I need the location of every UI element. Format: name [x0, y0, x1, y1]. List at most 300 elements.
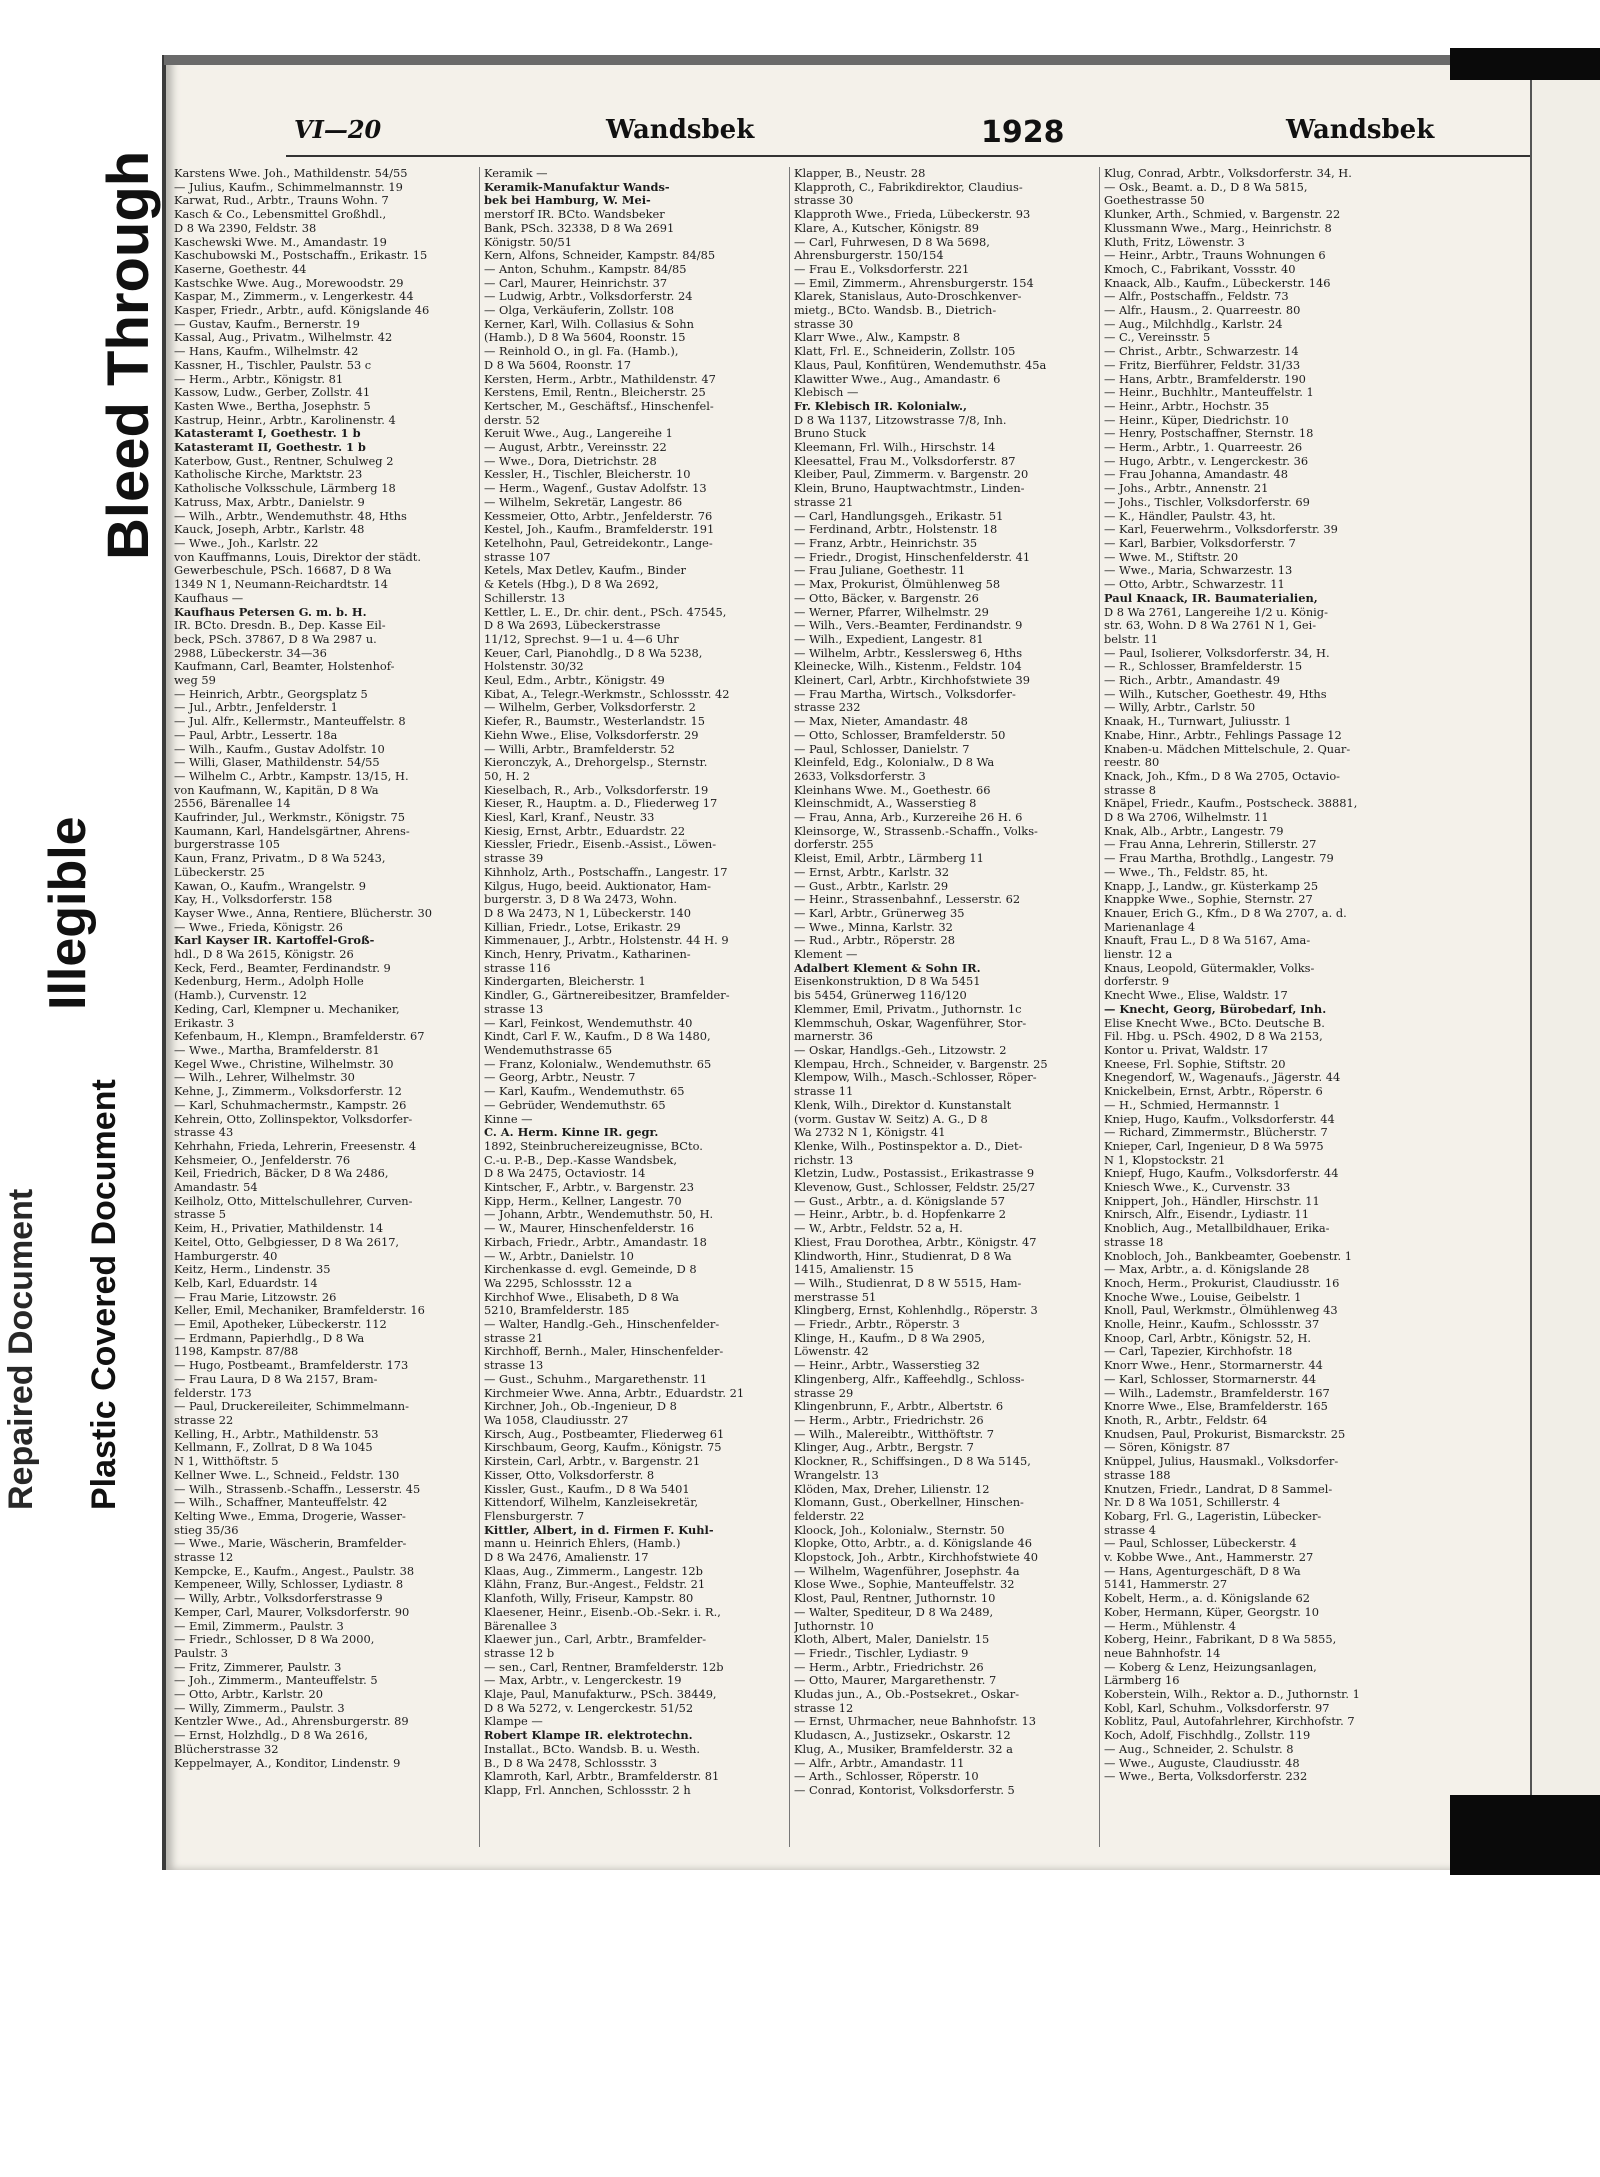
directory-entry-line: Knoop, Carl, Arbtr., Königstr. 52, H. [1104, 1331, 1312, 1345]
directory-entry-line: Knaus, Leopold, Gütermakler, Volks- [1104, 961, 1315, 975]
directory-entry-line: Klarr Wwe., Alw., Kampstr. 8 [794, 331, 961, 345]
directory-entry-line: Kellner Wwe. L., Schneid., Feldstr. 130 [174, 1468, 400, 1482]
directory-entry-line: Löwenstr. 42 [794, 1345, 869, 1359]
page-number: VI—20 [294, 115, 382, 144]
directory-entry-line: Keitz, Herm., Lindenstr. 35 [174, 1263, 331, 1277]
directory-entry-line: Kinch, Henry, Privatm., Katharinen- [484, 948, 691, 962]
directory-entry-line: Klamroth, Karl, Arbtr., Bramfelderstr. 81 [484, 1770, 720, 1784]
page-header [276, 115, 1536, 151]
directory-entry-line: Kliest, Frau Dorothea, Arbtr., Königstr. 47 [794, 1235, 1037, 1249]
directory-entry-line: — W., Arbtr., Feldstr. 52 a, H. [794, 1222, 963, 1236]
directory-entry-line: Kelb, Karl, Eduardstr. 14 [174, 1276, 318, 1290]
directory-entry-line: Kludascn, A., Justizsekr., Oskarstr. 12 [794, 1729, 1011, 1743]
directory-entry-line: Koch, Adolf, Fischhdlg., Zollstr. 119 [1104, 1729, 1311, 1743]
directory-entry-line: — Otto, Maurer, Margarethenstr. 7 [794, 1674, 997, 1688]
directory-entry-line: 50, H. 2 [484, 769, 531, 783]
directory-entry-line: Knaak, H., Turnwart, Juliusstr. 1 [1104, 715, 1292, 729]
directory-entry-line: — Julius, Kaufm., Schimmelmannstr. 19 [174, 180, 403, 194]
directory-entry-line: Keramik — [484, 167, 548, 180]
directory-entry-line: Kaschewski Wwe. M., Amandastr. 19 [174, 235, 387, 249]
directory-entry-line: — Carl, Tapezier, Kirchhofstr. 18 [1104, 1345, 1293, 1359]
directory-entry-line: burgerstr. 3, D 8 Wa 2473, Wohn. [484, 893, 677, 907]
directory-entry-line: Klinge, H., Kaufm., D 8 Wa 2905, [794, 1331, 986, 1345]
directory-entry-line: N 1, Klopstockstr. 21 [1104, 1153, 1226, 1167]
directory-entry-line: N 1, Witthöftstr. 5 [174, 1455, 279, 1469]
directory-entry-line: — Wilh., Kutscher, Goethestr. 49, Hths [1104, 687, 1327, 701]
directory-entry-line: Kasper, Friedr., Arbtr., aufd. Königslande 46 [174, 304, 430, 318]
directory-entry-line: — Emil, Zimmerm., Paulstr. 3 [174, 1619, 344, 1633]
directory-entry-line: Keul, Edm., Arbtr., Königstr. 49 [484, 674, 665, 688]
directory-entry-line: Kisser, Otto, Volksdorferstr. 8 [484, 1468, 655, 1482]
repaired-document-stamp: Repaired Document [2, 1188, 40, 1510]
directory-entry-line: strasse 188 [1104, 1468, 1171, 1482]
directory-entry-line: — Emil, Apotheker, Lübeckerstr. 112 [174, 1318, 387, 1332]
directory-entry-line: Kloock, Joh., Kolonialw., Sternstr. 50 [794, 1523, 1005, 1537]
directory-entry-line: Klug, Conrad, Arbtr., Volksdorferstr. 34, H. [1104, 167, 1352, 180]
directory-entry-line: Keller, Emil, Mechaniker, Bramfelderstr. 16 [174, 1304, 425, 1318]
directory-entry-line: Paul Knaack, IR. Baumaterialien, [1104, 591, 1318, 605]
directory-entry-line: Klopstock, Joh., Arbtr., Kirchhofstwiete 40 [794, 1551, 1039, 1565]
directory-entry-line: Bruno Stuck [794, 427, 866, 441]
directory-entry-line: — Frau Johanna, Amandastr. 48 [1104, 468, 1288, 482]
directory-entry-line: Klevenow, Gust., Schlosser, Feldstr. 25/27 [794, 1181, 1036, 1195]
directory-entry-line: — Arth., Schlosser, Röperstr. 10 [794, 1770, 979, 1784]
directory-entry-line: Kiefer, R., Baumstr., Westerlandstr. 15 [484, 715, 706, 729]
directory-entry-line: Kleinecke, Wilh., Kistenm., Feldstr. 104 [794, 660, 1022, 674]
directory-entry-line: Klingberg, Ernst, Kohlenhdlg., Röperstr. 3 [794, 1304, 1038, 1318]
directory-entry-line: Kletzin, Ludw., Postassist., Erikastrasse 9 [794, 1167, 1035, 1181]
directory-entry-line: bek bei Hamburg, W. Mei- [484, 194, 651, 208]
directory-entry-line: — Otto, Arbtr., Karlstr. 20 [174, 1688, 323, 1702]
directory-entry-line: Ketels, Max Detlev, Kaufm., Binder [484, 564, 686, 578]
directory-entry-line: — Hans, Agenturgeschäft, D 8 Wa [1104, 1564, 1301, 1578]
directory-entry-line: dorferstr. 9 [1104, 975, 1170, 989]
city-right: Wandsbek [1286, 115, 1435, 145]
directory-entry-line: — Franz, Kolonialw., Wendemuthstr. 65 [484, 1057, 712, 1071]
directory-entry-line: Kleinhans Wwe. M., Goethestr. 66 [794, 783, 991, 797]
directory-entry-line: — Wwe., Joh., Karlstr. 22 [174, 536, 319, 550]
directory-entry-line: — Heinr., Arbtr., b. d. Hopfenkarre 2 [794, 1208, 1006, 1222]
directory-entry-line: — Heinr., Buchhltr., Manteuffelstr. 1 [1104, 386, 1314, 400]
directory-entry-line: Kertscher, M., Geschäftsf., Hinschenfel- [484, 399, 714, 413]
directory-entry-line: — Ernst, Holzhdlg., D 8 Wa 2616, [174, 1729, 368, 1743]
directory-entry-line: Knack, Joh., Kfm., D 8 Wa 2705, Octavio- [1104, 769, 1341, 783]
directory-entry-line: Kaufrinder, Jul., Werkmstr., Königstr. 75 [174, 811, 405, 825]
directory-column-3 [794, 167, 1094, 1857]
directory-entry-line: mann u. Heinrich Ehlers, (Hamb.) [484, 1537, 681, 1551]
directory-entry-line: Klaewer jun., Carl, Arbtr., Bramfelder- [484, 1633, 707, 1647]
directory-entry-line: IR. BCto. Dresdn. B., Dep. Kasse Eil- [174, 619, 386, 633]
directory-entry-line: — Wwe. M., Stiftstr. 20 [1104, 550, 1239, 564]
directory-entry-line: — Franz, Arbtr., Heinrichstr. 35 [794, 536, 978, 550]
directory-entry-line: — Walter, Handlg.-Geh., Hinschenfelder- [484, 1318, 720, 1332]
directory-entry-line: Kassal, Aug., Privatm., Wilhelmstr. 42 [174, 331, 393, 345]
directory-entry-line: Kegel Wwe., Christine, Wilhelmstr. 30 [174, 1057, 394, 1071]
directory-entry-line: Kessmeier, Otto, Arbtr., Jenfelderstr. 76 [484, 509, 713, 523]
directory-entry-line: Koberg, Heinr., Fabrikant, D 8 Wa 5855, [1104, 1633, 1337, 1647]
directory-entry-line: — Friedr., Arbtr., Röperstr. 3 [794, 1318, 960, 1332]
directory-entry-line: — Wwe., Maria, Schwarzestr. 13 [1104, 564, 1293, 578]
directory-entry-line: Kniepf, Hugo, Kaufm., Volksdorferstr. 44 [1104, 1167, 1339, 1181]
directory-entry-line: — Otto, Schlosser, Bramfelderstr. 50 [794, 728, 1006, 742]
directory-entry-line: — C., Vereinsstr. 5 [1104, 331, 1211, 345]
directory-entry-line: — Frau Juliane, Goethestr. 11 [794, 564, 966, 578]
binding-edge [164, 55, 1534, 65]
directory-entry-line: Kiehn Wwe., Elise, Volksdorferstr. 29 [484, 728, 699, 742]
directory-entry-line: — Wwe., Marie, Wäscherin, Bramfelder- [174, 1537, 407, 1551]
directory-entry-line: Karl Kayser IR. Kartoffel-Groß- [174, 934, 375, 948]
directory-entry-line: Knippert, Joh., Händler, Hirschstr. 11 [1104, 1194, 1320, 1208]
directory-entry-line: mietg., BCto. Wandsb. B., Dietrich- [794, 304, 997, 318]
directory-entry-line: strasse 43 [174, 1126, 234, 1140]
directory-entry-line: — Wwe., Minna, Karlstr. 32 [794, 920, 953, 934]
directory-entry-line: Knudsen, Paul, Prokurist, Bismarckstr. 25 [1104, 1427, 1346, 1441]
directory-entry-line: stieg 35/36 [174, 1523, 239, 1537]
directory-entry-line: Wa 1058, Claudiusstr. 27 [484, 1413, 629, 1427]
directory-entry-line: — Wilh., Lehrer, Wilhelmstr. 30 [174, 1071, 355, 1085]
directory-entry-line: Kleist, Emil, Arbtr., Lärmberg 11 [794, 852, 984, 866]
directory-entry-line: Ahrensburgerstr. 150/154 [794, 249, 944, 263]
directory-entry-line: hdl., D 8 Wa 2615, Königstr. 26 [174, 948, 354, 962]
directory-entry-line: — Karl, Feuerwehrm., Volksdorferstr. 39 [1104, 523, 1338, 537]
directory-entry-line: Klebisch — [794, 386, 859, 400]
directory-entry-line: — Koberg & Lenz, Heizungsanlagen, [1104, 1660, 1317, 1674]
directory-entry-line: Kaufhaus Petersen G. m. b. H. [174, 605, 367, 619]
directory-entry-line: strasse 4 [1104, 1523, 1156, 1537]
directory-entry-line: Wrangelstr. 13 [794, 1468, 879, 1482]
directory-entry-line: Knorre Wwe., Else, Bramfelderstr. 165 [1104, 1400, 1328, 1414]
directory-entry-line: — Wilh., Malereibtr., Witthöftstr. 7 [794, 1427, 994, 1441]
directory-entry-line: Klomann, Gust., Oberkellner, Hinschen- [794, 1496, 1024, 1510]
directory-entry-line: Keruit Wwe., Aug., Langereihe 1 [484, 427, 673, 441]
directory-entry-line: D 8 Wa 2761, Langereihe 1/2 u. König- [1104, 605, 1328, 619]
directory-entry-line: Kluth, Fritz, Löwenstr. 3 [1104, 235, 1245, 249]
directory-entry-line: Knoche Wwe., Louise, Geibelstr. 1 [1104, 1290, 1302, 1304]
directory-entry-line: Kirbach, Friedr., Arbtr., Amandastr. 18 [484, 1235, 707, 1249]
directory-entry-line: von Kauffmanns, Louis, Direktor der städt. [174, 550, 421, 564]
directory-entry-line: Installat., BCto. Wandsb. B. u. Westh. [484, 1742, 700, 1756]
directory-entry-line: Kieser, R., Hauptm. a. D., Fliederweg 17 [484, 797, 718, 811]
directory-entry-line: — Friedr., Tischler, Lydiastr. 9 [794, 1646, 969, 1660]
directory-entry-line: — Werner, Pfarrer, Wilhelmstr. 29 [794, 605, 989, 619]
directory-entry-line: 2633, Volksdorferstr. 3 [794, 769, 926, 783]
directory-entry-line: — Jul. Alfr., Kellermstr., Manteuffelstr. 8 [174, 715, 406, 729]
directory-entry-line: Kehne, J., Zimmerm., Volksdorferstr. 12 [174, 1085, 402, 1099]
directory-entry-line: — Wilh., Expedient, Langestr. 81 [794, 632, 984, 646]
directory-entry-line: — Hugo, Arbtr., v. Lengerckestr. 36 [1104, 454, 1309, 468]
directory-entry-line: Kerstens, Emil, Rentn., Bleicherstr. 25 [484, 386, 706, 400]
directory-entry-line: — Herm., Arbtr., Königstr. 81 [174, 372, 344, 386]
directory-entry-line: 1415, Amalienstr. 15 [794, 1263, 914, 1277]
bleed-through-stamp: Bleed Through [96, 150, 161, 560]
directory-entry-line: derstr. 52 [484, 413, 540, 427]
directory-entry-line: Kindt, Carl F. W., Kaufm., D 8 Wa 1480, [484, 1030, 711, 1044]
directory-entry-line: Knoblich, Aug., Metallbildhauer, Erika- [1104, 1222, 1330, 1236]
directory-entry-line: — Karl, Schuhmachermstr., Kampstr. 26 [174, 1098, 407, 1112]
directory-entry-line: strasse 8 [1104, 783, 1156, 797]
directory-entry-line: Holstenstr. 30/32 [484, 660, 584, 674]
directory-entry-line: richstr. 13 [794, 1153, 854, 1167]
directory-entry-line: Knoth, R., Arbtr., Feldstr. 64 [1104, 1413, 1268, 1427]
directory-entry-line: Kirchhoff, Bernh., Maler, Hinschenfelder- [484, 1345, 724, 1359]
directory-entry-line: — Paul, Schlosser, Lübeckerstr. 4 [1104, 1537, 1297, 1551]
directory-entry-line: Kobarg, Frl. G., Lageristin, Lübecker- [1104, 1509, 1322, 1523]
directory-entry-line: — Wilh., Strassenb.-Schaffn., Lesserstr. 45 [174, 1482, 421, 1496]
directory-entry-line: Katasteramt II, Goethestr. 1 b [174, 441, 366, 455]
directory-entry-line: Kilgus, Hugo, beeid. Auktionator, Ham- [484, 879, 712, 893]
directory-entry-line: Kipp, Herm., Kellner, Langestr. 70 [484, 1194, 682, 1208]
directory-entry-line: Klaas, Aug., Zimmerm., Langestr. 12b [484, 1564, 703, 1578]
directory-entry-line: D 8 Wa 1137, Litzowstrasse 7/8, Inh. [794, 413, 1007, 427]
directory-entry-line: von Kaufmann, W., Kapitän, D 8 Wa [174, 783, 379, 797]
directory-entry-line: — Fritz, Zimmerer, Paulstr. 3 [174, 1660, 342, 1674]
directory-entry-line: Kaufhaus — [174, 591, 244, 605]
directory-page [162, 55, 1536, 1870]
directory-entry-line: — Karl, Feinkost, Wendemuthstr. 40 [484, 1016, 693, 1030]
directory-entry-line: strasse 22 [174, 1413, 234, 1427]
directory-entry-line: (Hamb.), D 8 Wa 5604, Roonstr. 15 [484, 331, 686, 345]
directory-entry-line: — Hans, Arbtr., Bramfelderstr. 190 [1104, 372, 1306, 386]
header-rule [286, 155, 1531, 157]
directory-entry-line: Fr. Klebisch IR. Kolonialw., [794, 399, 967, 413]
directory-entry-line: — Alfr., Arbtr., Amandastr. 11 [794, 1756, 965, 1770]
directory-entry-line: — Gustav, Kaufm., Bernerstr. 19 [174, 317, 360, 331]
directory-entry-line: — Georg, Arbtr., Neustr. 7 [484, 1071, 636, 1085]
directory-entry-line: C. A. Herm. Kinne IR. gegr. [484, 1126, 659, 1140]
directory-entry-line: — Paul, Schlosser, Danielstr. 7 [794, 742, 970, 756]
directory-entry-line: 2556, Bärenallee 14 [174, 797, 291, 811]
directory-entry-line: Karwat, Rud., Arbtr., Trauns Wohn. 7 [174, 194, 389, 208]
scan-border-bottom [1450, 1795, 1600, 1875]
directory-entry-line: — Anton, Schuhm., Kampstr. 84/85 [484, 262, 687, 276]
directory-entry-line: Katasteramt I, Goethestr. 1 b [174, 427, 361, 441]
directory-entry-line: Keramik-Manufaktur Wands- [484, 180, 670, 194]
directory-entry-line: — Heinr., Arbtr., Hochstr. 35 [1104, 399, 1270, 413]
directory-entry-line: Kleemann, Frl. Wilh., Hirschstr. 14 [794, 441, 996, 455]
directory-entry-line: — Frau E., Volksdorferstr. 221 [794, 262, 970, 276]
directory-entry-line: Kleesattel, Frau M., Volksdorferstr. 87 [794, 454, 1016, 468]
directory-entry-line: Klatt, Frl. E., Schneiderin, Zollstr. 105 [794, 345, 1016, 359]
directory-column-4 [1104, 167, 1404, 1857]
directory-entry-line: v. Kobbe Wwe., Ant., Hammerstr. 27 [1104, 1551, 1314, 1565]
directory-entry-line: strasse 13 [484, 1002, 544, 1016]
directory-entry-line: — Walter, Spediteur, D 8 Wa 2489, [794, 1605, 994, 1619]
directory-entry-line: — Ernst, Arbtr., Karlstr. 32 [794, 865, 950, 879]
directory-entry-line: Kmoch, C., Fabrikant, Vossstr. 40 [1104, 262, 1296, 276]
column-divider [789, 167, 790, 1847]
directory-entry-line: — Friedr., Schlosser, D 8 Wa 2000, [174, 1633, 375, 1647]
directory-entry-line: Lübeckerstr. 25 [174, 865, 265, 879]
directory-entry-line: Kirschbaum, Georg, Kaufm., Königstr. 75 [484, 1441, 722, 1455]
directory-entry-line: Kay, H., Volksdorferstr. 158 [174, 893, 333, 907]
directory-entry-line: — Friedr., Drogist, Hinschenfelderstr. 41 [794, 550, 1031, 564]
directory-entry-line: Nr. D 8 Wa 1051, Schillerstr. 4 [1104, 1496, 1281, 1510]
directory-entry-line: Klussmann Wwe., Marg., Heinrichstr. 8 [1104, 221, 1332, 235]
directory-entry-line: Knolle, Heinr., Kaufm., Schlossstr. 37 [1104, 1318, 1320, 1332]
directory-entry-line: Klaesener, Heinr., Eisenb.-Ob.-Sekr. i. R., [484, 1605, 721, 1619]
directory-entry-line: Kedenburg, Herm., Adolph Holle [174, 975, 364, 989]
year: 1928 [981, 115, 1065, 150]
directory-entry-line: Klein, Bruno, Hauptwachtmstr., Linden- [794, 482, 1025, 496]
directory-entry-line: — Ernst, Uhrmacher, neue Bahnhofstr. 13 [794, 1715, 1037, 1729]
directory-entry-line: strasse 21 [794, 495, 854, 509]
directory-entry-line: — Rud., Arbtr., Röperstr. 28 [794, 934, 955, 948]
directory-entry-line: Kehrhahn, Frieda, Lehrerin, Freesenstr. 4 [174, 1139, 417, 1153]
directory-entry-line: Kiesl, Karl, Kranf., Neustr. 33 [484, 811, 655, 825]
directory-entry-line: — Henry, Postschaffner, Sternstr. 18 [1104, 427, 1314, 441]
directory-entry-line: Kersten, Herm., Arbtr., Mathildenstr. 47 [484, 372, 716, 386]
directory-entry-line: — Paul, Druckereileiter, Schimmelmann- [174, 1400, 409, 1414]
directory-entry-line: — Gebrüder, Wendemuthstr. 65 [484, 1098, 666, 1112]
facing-page-edge [1530, 80, 1600, 1795]
directory-entry-line: Klingenbrunn, F., Arbtr., Albertstr. 6 [794, 1400, 1004, 1414]
directory-entry-line: Kastrup, Heinr., Arbtr., Karolinenstr. 4 [174, 413, 396, 427]
directory-entry-line: Kassner, H., Tischler, Paulstr. 53 c [174, 358, 372, 372]
directory-entry-line: — Willy, Arbtr., Carlstr. 50 [1104, 701, 1256, 715]
directory-entry-line: merstorf IR. BCto. Wandsbeker [484, 208, 665, 222]
directory-entry-line: strasse 13 [484, 1359, 544, 1373]
directory-entry-line: — Frau, Anna, Arb., Kurzereihe 26 H. 6 [794, 811, 1023, 825]
directory-entry-line: Kefenbaum, H., Klempn., Bramfelderstr. 67 [174, 1030, 425, 1044]
directory-entry-line: Kirsch, Aug., Postbeamter, Fliederweg 61 [484, 1427, 725, 1441]
directory-entry-line: strasse 12 [174, 1551, 234, 1565]
directory-entry-line: — Joh., Zimmerm., Manteuffelstr. 5 [174, 1674, 378, 1688]
directory-entry-line: Knaack, Alb., Kaufm., Lübeckerstr. 146 [1104, 276, 1331, 290]
directory-entry-line: — Gust., Schuhm., Margarethenstr. 11 [484, 1372, 708, 1386]
directory-entry-line: Klapper, B., Neustr. 28 [794, 167, 926, 180]
directory-entry-line: Kasten Wwe., Bertha, Josephstr. 5 [174, 399, 371, 413]
directory-entry-line: D 8 Wa 2706, Wilhelmstr. 11 [1104, 811, 1269, 825]
directory-entry-line: strasse 12 b [484, 1646, 555, 1660]
directory-entry-line: Knak, Alb., Arbtr., Langestr. 79 [1104, 824, 1284, 838]
directory-entry-line: — Richard, Zimmermstr., Blücherstr. 7 [1104, 1126, 1328, 1140]
directory-entry-line: Kiessler, Friedr., Eisenb.-Assist., Löwen- [484, 838, 717, 852]
directory-entry-line: Kaschubowski M., Postschaffn., Erikastr. 15 [174, 249, 428, 263]
directory-column-2 [484, 167, 784, 1857]
directory-entry-line: — Fritz, Bierführer, Feldstr. 31/33 [1104, 358, 1301, 372]
directory-entry-line: Klaje, Paul, Manufakturw., PSch. 38449, [484, 1688, 717, 1702]
directory-entry-line: (Hamb.), Curvenstr. 12 [174, 989, 307, 1003]
directory-entry-line: — Wwe., Martha, Bramfelderstr. 81 [174, 1044, 380, 1057]
directory-entry-line: Kontor u. Privat, Waldstr. 17 [1104, 1044, 1269, 1057]
directory-entry-line: D 8 Wa 5272, v. Lengerckestr. 51/52 [484, 1701, 694, 1715]
directory-entry-line: Knaben-u. Mädchen Mittelschule, 2. Quar- [1104, 742, 1351, 756]
directory-entry-line: Klindworth, Hinr., Studienrat, D 8 Wa [794, 1249, 1012, 1263]
directory-entry-line: D 8 Wa 2390, Feldstr. 38 [174, 221, 317, 235]
plastic-covered-stamp: Plastic Covered Document [85, 1079, 123, 1510]
directory-entry-line: — Max, Prokurist, Ölmühlenweg 58 [794, 578, 1001, 592]
directory-entry-line: beck, PSch. 37867, D 8 Wa 2987 u. [174, 632, 377, 646]
directory-entry-line: burgerstrasse 105 [174, 838, 281, 852]
directory-entry-line: Klöden, Max, Dreher, Lilienstr. 12 [794, 1482, 990, 1496]
directory-entry-line: Kerner, Karl, Wilh. Collasius & Sohn [484, 317, 694, 331]
directory-entry-line: — Herm., Arbtr., Friedrichstr. 26 [794, 1413, 984, 1427]
directory-entry-line: Knäpel, Friedr., Kaufm., Postscheck. 38881, [1104, 797, 1358, 811]
directory-entry-line: Kelling, H., Arbtr., Mathildenstr. 53 [174, 1427, 379, 1441]
directory-entry-line: Knauer, Erich G., Kfm., D 8 Wa 2707, a. d. [1104, 906, 1347, 920]
directory-entry-line: — Heinr., Küper, Diedrichstr. 10 [1104, 413, 1289, 427]
directory-entry-line: Kehrein, Otto, Zollinspektor, Volksdorfer- [174, 1112, 413, 1126]
directory-entry-line: Kleinschmidt, A., Wasserstieg 8 [794, 797, 977, 811]
directory-entry-line: Kettler, L. E., Dr. chir. dent., PSch. 47545, [484, 605, 727, 619]
directory-entry-line: — Ludwig, Arbtr., Volksdorferstr. 24 [484, 290, 693, 304]
directory-entry-line: Kauck, Joseph, Arbtr., Karlstr. 48 [174, 523, 365, 537]
directory-entry-line: — K., Händler, Paulstr. 43, ht. [1104, 509, 1276, 523]
directory-entry-line: strasse 232 [794, 701, 861, 715]
directory-entry-line: Lärmberg 16 [1104, 1674, 1180, 1688]
directory-entry-line: Klaus, Paul, Konfitüren, Wendemuthstr. 45a [794, 358, 1047, 372]
directory-entry-line: Knobloch, Joh., Bankbeamter, Goebenstr. 1 [1104, 1249, 1353, 1263]
directory-entry-line: — Wilhelm, Wagenführer, Josephstr. 4a [794, 1564, 1020, 1578]
directory-entry-line: Eisenkonstruktion, D 8 Wa 5451 [794, 975, 981, 989]
directory-entry-line: — Paul, Isolierer, Volksdorferstr. 34, H. [1104, 646, 1330, 660]
directory-entry-line: — Reinhold O., in gl. Fa. (Hamb.), [484, 345, 679, 359]
directory-entry-line: Goethestrasse 50 [1104, 194, 1205, 208]
directory-entry-line: — Emil, Zimmerm., Ahrensburgerstr. 154 [794, 276, 1034, 290]
directory-entry-line: — Wwe., Frieda, Königstr. 26 [174, 920, 343, 934]
directory-entry-line: Klemmer, Emil, Privatm., Juthornstr. 1c [794, 1002, 1022, 1016]
directory-entry-line: — Christ., Arbtr., Schwarzestr. 14 [1104, 345, 1299, 359]
directory-entry-line: Kittler, Albert, in d. Firmen F. Kuhl- [484, 1523, 714, 1537]
directory-entry-line: marnerstr. 36 [794, 1030, 873, 1044]
directory-entry-line: Keilholz, Otto, Mittelschullehrer, Curven- [174, 1194, 413, 1208]
directory-entry-line: Hamburgerstr. 40 [174, 1249, 278, 1263]
directory-entry-line: — Aug., Schneider, 2. Schulstr. 8 [1104, 1742, 1294, 1756]
directory-entry-line: Kehsmeier, O., Jenfelderstr. 76 [174, 1153, 351, 1167]
directory-entry-line: Flensburgerstr. 7 [484, 1509, 585, 1523]
directory-entry-line: 1349 N 1, Neumann-Reichardtstr. 14 [174, 578, 388, 592]
directory-entry-line: Knabe, Hinr., Arbtr., Fehlings Passage 12 [1104, 728, 1342, 742]
directory-entry-line: strasse 116 [484, 961, 551, 975]
directory-entry-line: — Frau Anna, Lehrerin, Stillerstr. 27 [1104, 838, 1317, 852]
directory-entry-line: Kirchhof Wwe., Elisabeth, D 8 Wa [484, 1290, 679, 1304]
directory-entry-line: Kempcke, E., Kaufm., Angest., Paulstr. 38 [174, 1564, 415, 1578]
directory-entry-line: — Gust., Arbtr., Karlstr. 29 [794, 879, 949, 893]
directory-entry-line: — Wwe., Berta, Volksdorferstr. 232 [1104, 1770, 1308, 1784]
directory-entry-line: Klapp, Frl. Annchen, Schlossstr. 2 h [484, 1783, 691, 1797]
directory-entry-line: 1892, Steinbruchereizeugnisse, BCto. [484, 1139, 703, 1153]
directory-entry-line: Bank, PSch. 32338, D 8 Wa 2691 [484, 221, 675, 235]
directory-entry-line: Königstr. 50/51 [484, 235, 573, 249]
directory-entry-line: — Heinr., Arbtr., Trauns Wohnungen 6 [1104, 249, 1326, 263]
directory-entry-line: 5141, Hammerstr. 27 [1104, 1578, 1228, 1592]
directory-entry-line: strasse 30 [794, 317, 854, 331]
directory-entry-line: Kemper, Carl, Maurer, Volksdorferstr. 90 [174, 1605, 410, 1619]
directory-entry-line: — Herm., Arbtr., Friedrichstr. 26 [794, 1660, 984, 1674]
directory-entry-line: Keim, H., Privatier, Mathildenstr. 14 [174, 1222, 384, 1236]
directory-entry-line: Ketelhohn, Paul, Getreidekontr., Lange- [484, 536, 713, 550]
directory-entry-line: Knorr Wwe., Henr., Stormarnerstr. 44 [1104, 1359, 1323, 1373]
directory-entry-line: reestr. 80 [1104, 756, 1160, 770]
directory-entry-line: Klempow, Wilh., Masch.-Schlosser, Röper- [794, 1071, 1037, 1085]
directory-entry-line: — Karl, Kaufm., Wendemuthstr. 65 [484, 1085, 685, 1099]
directory-entry-line: Klunker, Arth., Schmied, v. Bargenstr. 22 [1104, 208, 1341, 222]
directory-entry-line: — Wilhelm, Sekretär, Langestr. 86 [484, 495, 683, 509]
directory-entry-line: — W., Maurer, Hinschenfelderstr. 16 [484, 1222, 694, 1236]
directory-entry-line: — sen., Carl, Rentner, Bramfelderstr. 12b [484, 1660, 724, 1674]
directory-entry-line: — Wilh., Vers.-Beamter, Ferdinandstr. 9 [794, 619, 1023, 633]
directory-entry-line: str. 63, Wohn. D 8 Wa 2761 N 1, Gei- [1104, 619, 1317, 633]
directory-entry-line: Koberstein, Wilh., Rektor a. D., Juthornstr. 1 [1104, 1688, 1360, 1702]
directory-entry-line: — Rich., Arbtr., Amandastr. 49 [1104, 674, 1280, 688]
directory-entry-line: strasse 30 [794, 194, 854, 208]
directory-entry-line: Kaun, Franz, Privatm., D 8 Wa 5243, [174, 852, 386, 866]
directory-entry-line: strasse 21 [484, 1331, 544, 1345]
directory-entry-line: — Wwe., Dora, Dietrichstr. 28 [484, 454, 657, 468]
directory-entry-line: Karstens Wwe. Joh., Mathildenstr. 54/55 [174, 167, 408, 180]
directory-entry-line: (vorm. Gustav W. Seitz) A. G., D 8 [794, 1112, 988, 1126]
scan-border-top [1450, 48, 1600, 80]
